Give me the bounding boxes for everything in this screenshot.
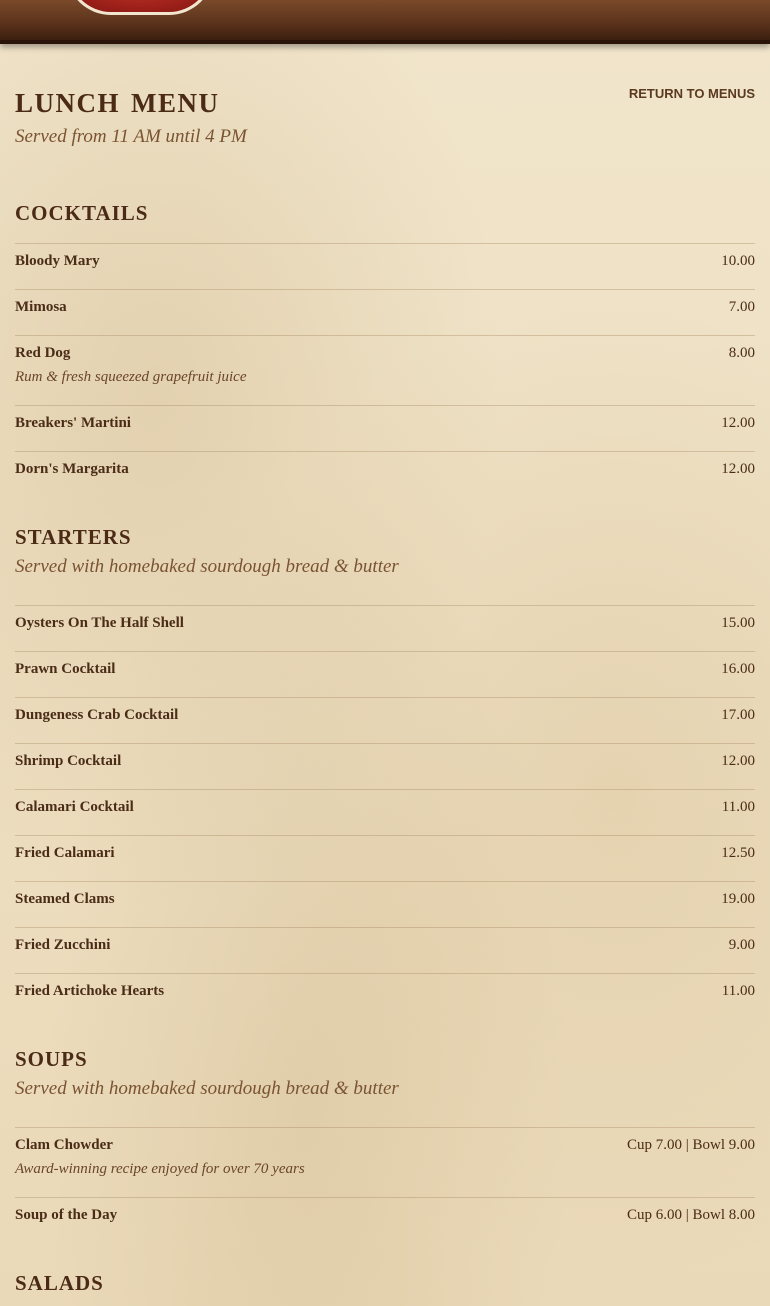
item-price: Cup 7.00 | Bowl 9.00 [626, 1137, 755, 1153]
item-name: Dungeness Crab Cocktail [15, 707, 179, 723]
item-price: 8.00 [728, 345, 755, 361]
menu-item [15, 881, 755, 928]
menu-item [15, 743, 755, 790]
menu-item [15, 835, 755, 882]
page-subtitle: Served from 11 AM until 4 PM [15, 126, 247, 147]
item-price: 12.00 [721, 461, 755, 477]
item-description: Award-winning recipe enjoyed for over 70 years [15, 1161, 305, 1177]
item-name: Bloody Mary [15, 253, 100, 269]
menu-item [15, 651, 755, 698]
item-name: Calamari Cocktail [15, 799, 134, 815]
item-price: 12.00 [721, 415, 755, 431]
item-name: Steamed Clams [15, 891, 115, 907]
menu-item [15, 605, 755, 652]
menu-item [15, 405, 755, 452]
item-price: Cup 6.00 | Bowl 8.00 [626, 1207, 755, 1223]
item-price: 17.00 [721, 707, 755, 723]
section-subtitle-soups: Served with homebaked sourdough bread & butter [15, 1078, 399, 1099]
section-title-cocktails: cocktails [15, 194, 149, 227]
item-price: 11.00 [721, 983, 755, 999]
menu-item [15, 335, 755, 406]
item-name: Oysters On The Half Shell [15, 615, 184, 631]
menu-item [15, 243, 755, 290]
page-title: lunch menu [15, 79, 220, 121]
item-name: Red Dog [15, 345, 71, 361]
item-name: Fried Artichoke Hearts [15, 983, 165, 999]
item-price: 16.00 [721, 661, 755, 677]
item-price: 10.00 [721, 253, 755, 269]
section-title-soups: soups [15, 1040, 88, 1073]
logo-badge[interactable] [66, 0, 214, 15]
menu-item [15, 789, 755, 836]
menu-item [15, 1127, 755, 1198]
item-description: Rum & fresh squeezed grapefruit juice [15, 369, 247, 385]
item-name: Breakers' Martini [15, 415, 131, 431]
item-name: Clam Chowder [15, 1137, 113, 1153]
section-subtitle-starters: Served with homebaked sourdough bread & butter [15, 556, 399, 577]
item-price: 12.50 [721, 845, 755, 861]
menu-item [15, 973, 755, 1020]
return-to-menus-link[interactable]: RETURN TO MENUS [628, 86, 755, 101]
menu-item [15, 289, 755, 336]
item-name: Fried Calamari [15, 845, 115, 861]
item-price: 7.00 [728, 299, 755, 315]
item-price: 15.00 [721, 615, 755, 631]
section-title-salads: salads [15, 1264, 104, 1297]
item-name: Soup of the Day [15, 1207, 118, 1223]
item-name: Fried Zucchini [15, 937, 111, 953]
section-title-starters: starters [15, 518, 132, 551]
item-price: 11.00 [721, 799, 755, 815]
item-name: Mimosa [15, 299, 67, 315]
item-price: 19.00 [721, 891, 755, 907]
item-price: 9.00 [728, 937, 755, 953]
menu-item [15, 451, 755, 498]
menu-item [15, 697, 755, 744]
menu-item [15, 927, 755, 974]
item-name: Shrimp Cocktail [15, 753, 122, 769]
site-header-bar [0, 0, 770, 44]
item-price: 12.00 [721, 753, 755, 769]
item-name: Dorn's Margarita [15, 461, 129, 477]
item-name: Prawn Cocktail [15, 661, 116, 677]
menu-item [15, 1197, 755, 1244]
